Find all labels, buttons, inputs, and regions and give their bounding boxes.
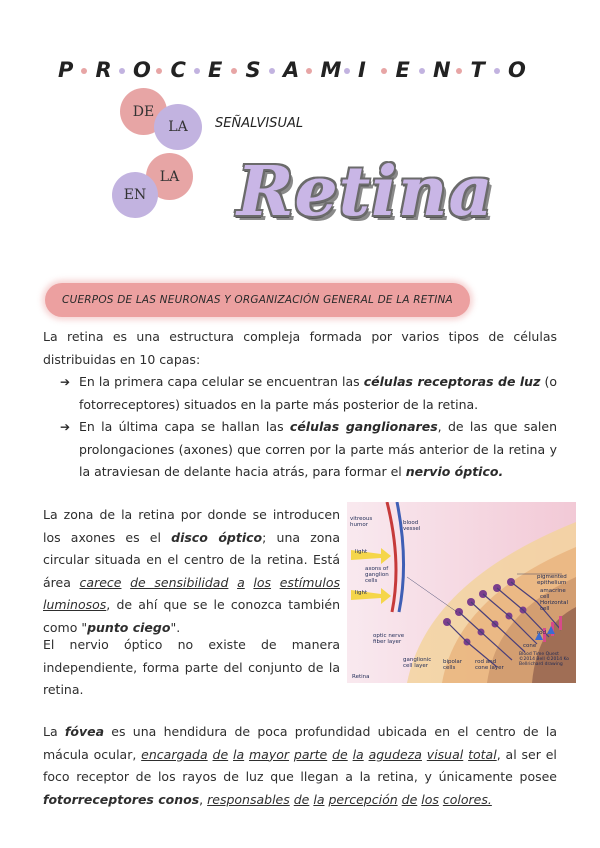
label-amacrine: amacrine cell [540, 588, 566, 600]
underlined-word: de [332, 746, 348, 762]
subtitle-letter: S [215, 116, 224, 131]
label-rod-cone: rod and cone layer [475, 659, 504, 671]
label-pigmented: pigmented epithelium [537, 574, 567, 586]
label-rod: rod [537, 630, 546, 636]
underlined-word: la [313, 791, 325, 807]
title-dot [306, 68, 312, 74]
title-letter: I [358, 58, 366, 82]
subtitle-letter: S [269, 116, 278, 131]
subtitle-letter: E [223, 116, 232, 131]
title-dot [269, 68, 275, 74]
arrow-icon: ➔ [60, 375, 71, 389]
title-dot [231, 68, 237, 74]
text: , al ser el foco receptor de los rayos de luz que llegan a la retina, y únicamente posee [43, 746, 557, 784]
label-cone: cone [523, 643, 537, 649]
label-retina: Retina [352, 674, 370, 680]
title-letter: E [395, 58, 410, 82]
underlined-word: luminosos [43, 597, 107, 612]
list-item [60, 416, 557, 484]
label-light: light [355, 590, 368, 596]
label-vitreous: vitreous humor [350, 516, 373, 528]
section-header-text: CUERPOS DE LAS NEURONAS Y ORGANIZACIÓN GENERAL DE LA RETINA [62, 294, 453, 306]
bubble-en [112, 172, 158, 218]
title-dot [381, 68, 387, 74]
bullet-text: En la última capa se hallan las [79, 419, 290, 434]
underlined-word: la [233, 746, 245, 762]
retina-layers-diagram [347, 502, 576, 683]
title-letter: E [208, 58, 223, 82]
list-item [60, 371, 557, 416]
underlined-word: mayor [249, 746, 290, 762]
subtitle-letter: V [256, 116, 266, 131]
underlined-word: los [421, 791, 439, 807]
title-dot [456, 68, 462, 74]
underlined-word: colores. [442, 791, 492, 807]
label-blood-vessel: blood vessel [403, 520, 421, 532]
bullet-bold: células ganglionares [289, 419, 438, 434]
bubble-de-label: DE [132, 103, 155, 120]
bullet-bold: nervio óptico. [405, 464, 504, 479]
fovea-paragraph [43, 721, 557, 811]
subtitle-letter: A [241, 116, 251, 131]
underlined-word: los [253, 574, 272, 590]
intro-paragraph: La retina es una estructura compleja formada por varios tipos de células distribuidas en 10 capas: [43, 329, 557, 367]
text: es una hendidura de poca profundidad ubicada en el centro de la mácula ocular, [43, 724, 557, 762]
underlined-word: total [468, 746, 497, 762]
label-ganglionic: ganglionic cell layer [403, 657, 432, 669]
section-header [45, 283, 470, 317]
text: ; una zona circular situada en el centro de la retina. Está área [43, 529, 340, 590]
arrow-icon: ➔ [60, 420, 71, 434]
subtitle-letter: U [277, 116, 287, 131]
title-dot [494, 68, 500, 74]
subtitle-letter: I [265, 116, 270, 131]
label-optic-fiber: optic nerve fiber layer [373, 633, 405, 645]
subtitle-letter: L [295, 116, 304, 131]
underlined-word: encargada [141, 746, 208, 762]
text: , de ahí que se le conozca también como " [43, 597, 340, 635]
title-letter: C [170, 58, 186, 82]
underlined-word: agudeza [368, 746, 422, 762]
title-letter: P [58, 58, 74, 82]
big-title-retina: Retina [237, 152, 494, 232]
title-dot [81, 68, 87, 74]
bold-term: fóvea [64, 724, 105, 739]
underlined-word: de [212, 746, 229, 762]
label-light: light [355, 549, 368, 555]
bubble-la-1-label: LA [168, 119, 188, 135]
title-row [58, 58, 540, 84]
title-dot [419, 68, 425, 74]
bold-term: disco óptico [171, 529, 263, 545]
title-dot [344, 68, 350, 74]
label-bipolar: bipolar cells [443, 659, 463, 671]
title-letter: R [95, 58, 112, 82]
title-dot [156, 68, 162, 74]
underlined-word: responsables [207, 791, 290, 807]
title-letter: T [470, 58, 485, 82]
text: La zona de la retina por donde se introducen los axones es el [43, 507, 340, 545]
title-letter: S [245, 58, 261, 82]
title-letter: O [133, 58, 151, 82]
bubble-la-1 [154, 104, 202, 150]
title-letter: M [320, 58, 342, 82]
bullet-bold: células receptoras de luz [363, 374, 541, 389]
subtitle-row [215, 112, 455, 131]
bold-term: punto ciego [87, 619, 171, 635]
title-dot [194, 68, 200, 74]
bold-term: fotorreceptores conos [43, 791, 200, 807]
underlined-word: visual [426, 746, 464, 762]
title-dot [119, 68, 125, 74]
text: La [43, 724, 65, 739]
label-horizontal: Horizontal cell [540, 600, 569, 612]
bubble-en-label: EN [123, 187, 147, 203]
text: ". [170, 619, 181, 635]
underlined-word: estímulos [279, 574, 340, 590]
bubble-la-2-label: LA [159, 168, 180, 185]
bullet-text: (o fotorreceptores) situados en la parte más posterior de la retina. [79, 374, 557, 412]
underlined-word: parte [293, 746, 328, 762]
underlined-word: de [293, 791, 310, 807]
subtitle-letter: L [250, 116, 257, 131]
bullet-text: En la primera capa celular se encuentran las [79, 374, 364, 389]
title-letter: O [508, 58, 526, 82]
underlined-word: de sensibilidad [130, 574, 229, 590]
underlined-word: carece [79, 574, 122, 590]
underlined-word: la [352, 746, 364, 762]
underlined-word: percepción [328, 791, 398, 807]
title-letter: N [433, 58, 451, 82]
title-letter: A [283, 58, 300, 82]
optic-disc-paragraph [43, 504, 340, 639]
underlined-word: a [237, 574, 245, 590]
underlined-word: de [401, 791, 418, 807]
bullet-list [60, 371, 557, 484]
bullet-text: , de las que salen prolongaciones (axones) que corren por la parte más anterior de la retina y la atraviesan de delante hacia atrás, para formar el [79, 419, 557, 479]
subtitle-letter: Ñ [231, 116, 242, 131]
label-axons: axons of ganglion cells [365, 566, 389, 584]
label-credit: Blood Time Quest ©2014 Bell ©2014 Ko Bellrichard drawing [519, 652, 570, 667]
optic-nerve-paragraph: El nervio óptico no existe de manera independiente, forma parte del conjunto de la retina. [43, 637, 340, 697]
subtitle-letter: A [286, 116, 296, 131]
text: , [199, 791, 208, 807]
